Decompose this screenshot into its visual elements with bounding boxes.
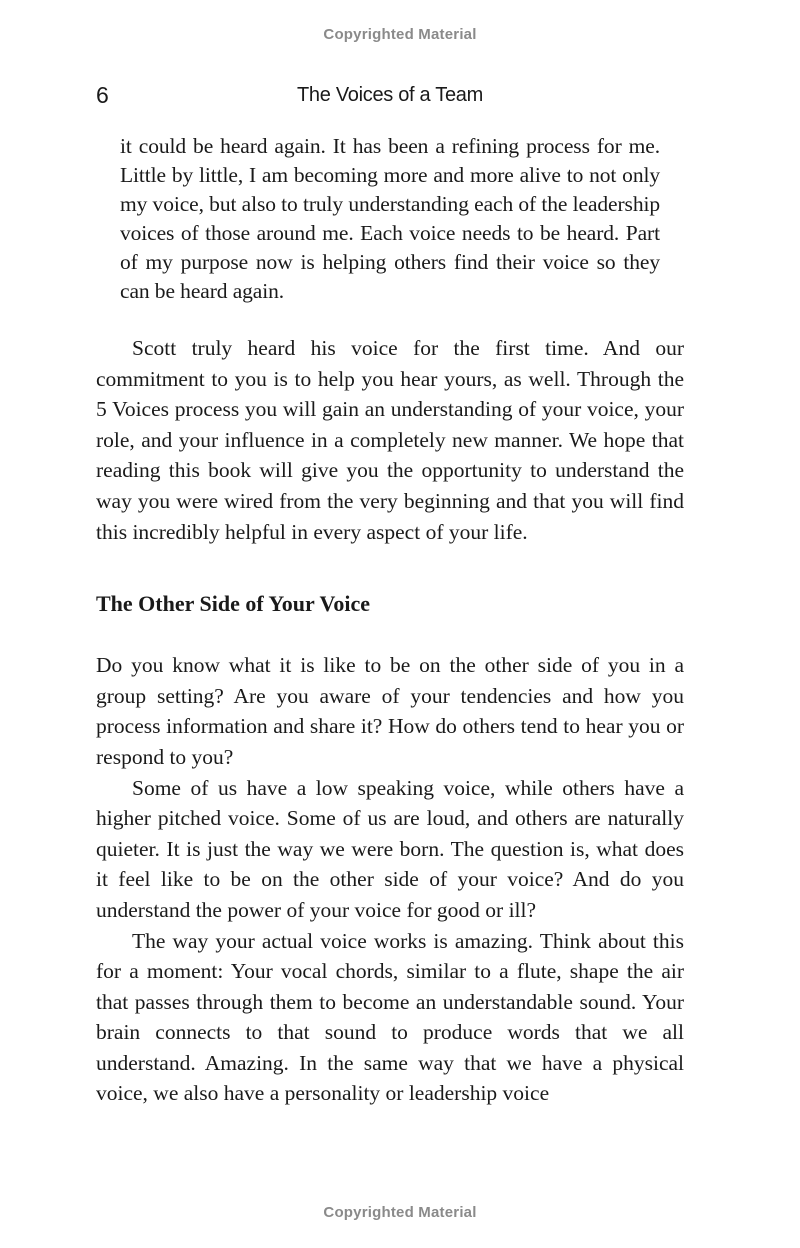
page-number: 6 (96, 82, 109, 108)
body-paragraph: Scott truly heard his voice for the first time. And our commitment to you is to help you hear yours, as well. Through the 5 Voices process you will gain an understanding of your voice, your role, and your influence in a completely new manner. We hope that reading this book will give you the opportunity to understand the way you were wired from the very beginning and that you will find this incredibly helpful in every aspect of your life. (96, 336, 684, 544)
body-paragraph: Do you know what it is like to be on the other side of you in a group setting? Are you aware of your tendencies and how you process information and share it? How do others tend to hear you or respond to you? (96, 653, 684, 769)
chapter-title: The Voices of a Team (297, 84, 483, 106)
copyright-watermark-top: Copyrighted Material (323, 26, 477, 43)
body-paragraph: The way your actual voice works is amazing. Think about this for a moment: Your vocal chords, similar to a flute, shape the air that passes through them to become an understandable sound. Your brain connects to that sound to produce words that we all understand. Amazing. In the same way that we have a physical voice, we also have a personality or leadership voice (96, 928, 684, 1106)
body-paragraph: Some of us have a low speaking voice, while others have a higher pitched voice. Some of us are loud, and others are naturally quieter. It is just the way we were born. The question is, what does it feel like to be on the other side of your voice? And do you understand the power of your voice for good or ill? (96, 775, 684, 922)
copyright-watermark-bottom: Copyrighted Material (323, 1204, 477, 1221)
section-heading: The Other Side of Your Voice (96, 591, 371, 617)
page-body (96, 132, 684, 1109)
running-header (96, 82, 684, 112)
block-quote: it could be heard again. It has been a refining process for me. Little by little, I am becoming more and more alive to not only my voice, but also to truly understanding each of the leadership voices of those around me. Each voice needs to be heard. Part of my purpose now is helping others find their voice so they can be heard again. (120, 134, 660, 303)
